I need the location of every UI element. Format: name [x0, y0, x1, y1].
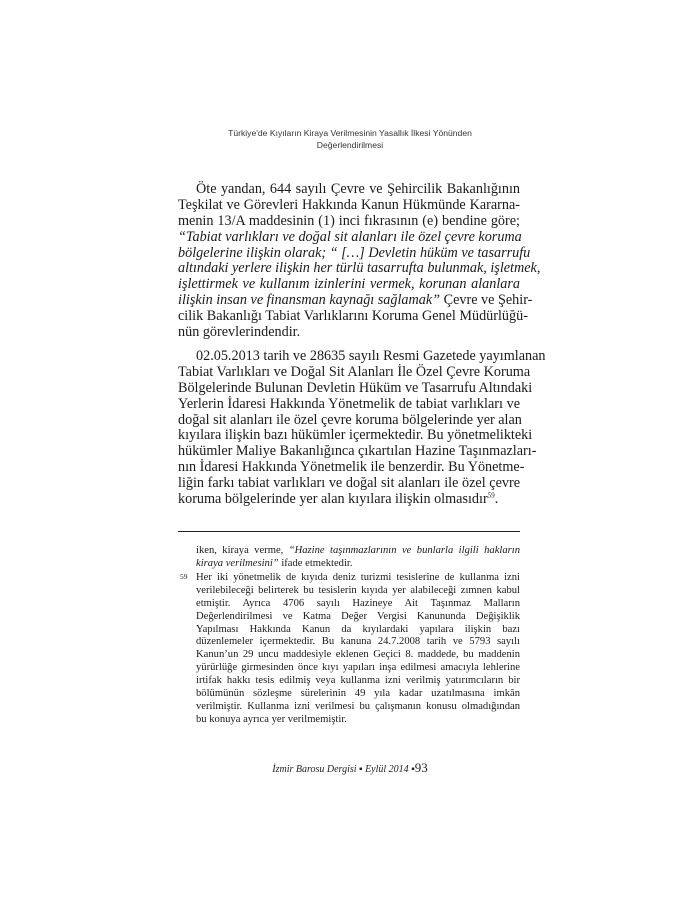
issue-date: Eylül 2014: [365, 764, 409, 775]
text-line: [178, 459, 525, 476]
italic-quote: ilişkin insan ve finansman kaynağı sağlamak”: [178, 292, 441, 309]
text-line: [178, 292, 533, 309]
text-run: Tabiat Varlıkları ve Doğal Sit Alanları İle Özel Çevre Koruma: [178, 363, 531, 380]
text-run: koruma bölgelerinde yer alan kıyılara ilişkin olmasıdır: [178, 491, 488, 508]
text-line: [178, 443, 537, 460]
text-run: iken, kiraya verme,: [196, 545, 289, 556]
text-run: ifade etmektedir.: [278, 557, 353, 569]
text-run: Değerlendirilmesi ve Katma Değer Vergisi Kanununda Değişiklik: [196, 610, 520, 622]
text-line: [178, 348, 546, 365]
text-line: [178, 476, 520, 492]
italic-quote: “Tabiat varlıkları ve doğal sit alanları ile özel çevre koruma: [178, 228, 522, 245]
footnote-reference: 59: [487, 491, 495, 500]
text-run: Teşkilat ve Görevleri Hakkında Kanun Hükmünde Kararna-: [178, 196, 520, 213]
text-run: yürürlüğe girmesinden önce kıyı yapıları inşa edilmesi amacıyla lehlerine: [196, 662, 520, 674]
text-line: [178, 413, 520, 429]
text-run: hükümler Maliye Bakanlığınca çıkartılan Hazine Taşınmazları-: [178, 443, 537, 460]
text-run: 02.05.2013 tarih ve 28635 sayılı Resmi Gazetede yayımlanan: [196, 348, 546, 364]
text-line: [178, 260, 541, 277]
text-run: cilik Bakanlığı Tabiat Varlıklarını Koruma Genel Müdürlüğü-: [178, 308, 528, 325]
text-line: [178, 244, 531, 262]
italic-quote: “Hazine taşınmazlarının ve bunlarla ilgili hakların: [288, 545, 520, 556]
text-line: [196, 624, 520, 637]
text-line: [178, 379, 533, 397]
text-run: Her iki yönetmelik de kıyıda deniz turizmi tesislerine de kullanma izni: [196, 572, 520, 583]
text-run: Öte yandan, 644 sayılı Çevre ve Şehircilik Bakanlığının: [196, 181, 520, 197]
text-run: liğin farkı tabiat varlıkları ve doğal sit alanları ile özel çevre: [178, 475, 520, 492]
text-run: bu konuya ayrıca yer verilmemiştir.: [196, 713, 347, 725]
text-run: menin 13/A maddesinin (1) inci fıkrasının (e) bendine göre;: [178, 212, 520, 229]
text-line: [196, 585, 520, 598]
text-run: nın İdaresi Hakkında Yönetmelik ile benzerdir. Bu Yönetme-: [178, 459, 525, 476]
italic-quote: bölgelerine ilişkin olarak; “ […] Devletin hüküm ve tasarrufu: [178, 244, 531, 261]
text-run: etmiştir. Ayrıca 4706 sayılı Hazineye Ait Taşınmaz Malların: [196, 597, 520, 609]
text-line: [178, 230, 520, 246]
text-line: [178, 198, 520, 214]
running-header-line-2: Değerlendirilmesi: [316, 140, 384, 150]
text-line: [196, 688, 520, 701]
text-run: doğal sit alanları ile özel çevre koruma bölgelerinde yer alan: [178, 411, 522, 428]
text-run: Bölgelerinde Bulunan Devletin Hüküm ve Tasarrufu Altındaki: [178, 379, 533, 396]
text-line: [196, 558, 520, 571]
text-line: [196, 598, 520, 611]
text-run: Çevre ve Şehir-: [440, 292, 533, 309]
running-header-line-1: Türkiye'de Kıyıların Kiraya Verilmesinin Yasallık İlkesi Yönünden: [228, 128, 472, 138]
text-line: [178, 214, 520, 230]
text-run: düzenlemeler içermektedir. Bu kanuna 24.7.2008 tarih ve 5793 sayılı: [196, 636, 520, 648]
text-run: irtifak hakkı tesis edilmiş veya kullanma izni verilmiş yatırımcıların bir: [196, 675, 520, 687]
text-line: [178, 308, 528, 325]
text-line: [196, 714, 520, 727]
page-footer: [0, 760, 700, 776]
footnote-continuation: [196, 545, 520, 571]
page-number: 93: [414, 760, 428, 775]
text-run: .: [494, 491, 499, 508]
text-line: [196, 649, 520, 662]
text-run: verilmiştir. Kullanma izni verilmesi bu çalışmanın konusu olmadığından: [196, 700, 520, 712]
separator-icon: ▪: [411, 764, 415, 775]
footnote-59: [196, 572, 520, 727]
italic-quote: işlettirmek ve kullanım izinlerini vermek, korunan alanlara: [178, 276, 520, 293]
text-line: [196, 636, 520, 649]
text-line: [178, 363, 531, 381]
text-run: bölümünün sözleşme sürelerinin 49 yıla kadar uzatılmasına imkân: [196, 688, 520, 700]
text-run: verilebileceği belirterek bu tesislerin kıyıda yer alabileceği zımnen kabul: [196, 584, 520, 596]
italic-quote: altındaki yerlere ilişkin her türlü tasarrufta bulunmak, işletmek,: [178, 260, 541, 277]
text-line: [196, 662, 520, 675]
text-run: Yerlerin İdaresi Hakkında Yönetmelik de tabiat varlıkları ve: [178, 395, 520, 412]
journal-name: İzmir Barosu Dergisi: [272, 764, 357, 775]
text-line: [178, 397, 520, 413]
text-line: [178, 427, 533, 444]
body-paragraph-2: [178, 348, 546, 508]
italic-quote: kiraya verilmesini”: [196, 557, 279, 569]
text-line: [178, 325, 520, 341]
text-line: [178, 492, 520, 508]
text-run: Kanun’un 29 uncu maddesiyle eklenen Geçici 8. maddede, bu maddenin: [196, 649, 520, 661]
text-line: [196, 701, 520, 714]
text-run: kıyılara ilişkin bazı hükümler içermektedir. Bu yönetmelikteki: [178, 427, 533, 444]
text-line: [178, 277, 520, 293]
text-line: [196, 545, 520, 558]
text-line: [196, 572, 520, 585]
footnote-number-59: 59: [180, 572, 188, 581]
text-line: [196, 675, 520, 688]
separator-icon: ▪: [359, 764, 363, 775]
footnote-separator: [178, 531, 520, 532]
text-line: [178, 182, 520, 198]
body-paragraph-1: [178, 181, 541, 341]
text-line: [196, 611, 520, 624]
text-run: Yapılması Hakkında Kanun da kıyılardaki yapılara ilişkin bazı: [196, 623, 520, 635]
text-run: nün görevlerindendir.: [178, 324, 301, 341]
